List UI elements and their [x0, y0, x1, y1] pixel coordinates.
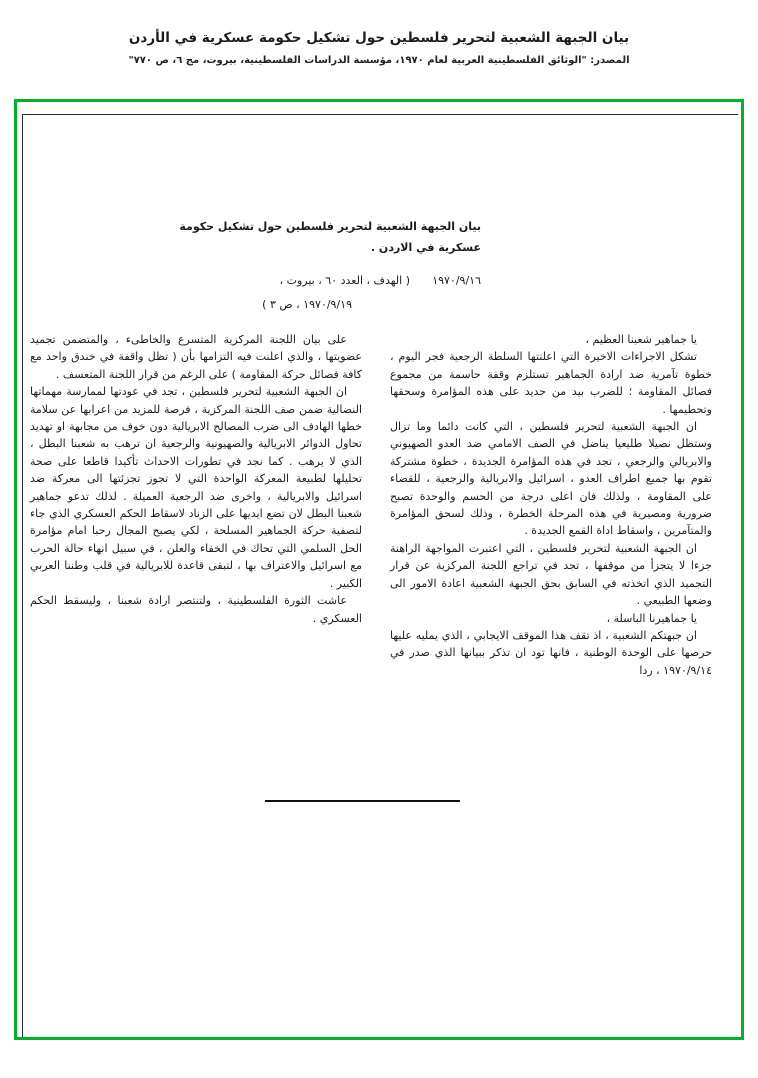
document-reference-line2: ١٩٧٠/٩/١٩ ، ص ٣ ) — [262, 298, 352, 311]
paragraph-salutation: يا جماهيرنا الباسلة ، — [606, 611, 697, 625]
footer-rule — [265, 800, 460, 802]
paragraph: ان الجبهة الشعبية لتحرير فلسطين ، تجد في عودتها لممارسة مهماتها النضالية ضمن صف اللجنة المركزية ، فرصة للمزيد من اعرابها عن سلامة خطها الهادف الى ضرب المصالح الابريالية دون خوف من مجابهة او تهديد تحاول الدوائر الابريالية والصهيونية والرجعية ان ترهب به شعبنا البطل ، الذي لا يرهب . كما نجد في تطورات الاحداث تأكيدا قاطعا على صحة تحليلها لطبيعة المعركة الواحدة التي لا تجوز تجزئتها الى معركة ضد اسرائيل والابريالية ، واخرى ضد الرجعية العميلة . لذلك تدعو جماهير شعبنا البطل لان تضع ايديها على الزناد لاسقاط الحكم العسكري الذي جاء لتصفية حركة الجماهير المسلحة ، لكي يصبح المجال رحبا امام مؤامرة الحل السلمي التي تحاك في الخفاء والعلن ، في سبيل انهاء حالة الحرب مع اسرائيل والاعتراف بها ، لتبقى قاعدة للابريالية في قلب وطننا العربي الكبير . — [30, 385, 362, 590]
paragraph-closing: عاشت الثورة الفلسطينية ، ولتنتصر ارادة شعبنا ، وليسقط الحكم العسكري . — [30, 594, 362, 625]
page-title: بيان الجبهة الشعبية لتحرير فلسطين حول تشكيل حكومة عسكرية في الأردن — [128, 30, 630, 46]
document-frame — [14, 99, 744, 1040]
document-date: ١٩٧٠/٩/١٦ — [432, 274, 481, 287]
document-reference-line1: ( الهدف ، العدد ٦٠ ، بيروت ، — [279, 274, 410, 287]
paragraph: على بيان اللجنة المركزية المتسرع والخاطىء ، والمتضمن تجميد عضويتها ، والذي اعلنت فيه التزامها بأن ( تظل واقفة في خندق واحد مع كافة فصائل حركة المقاومة ) على الرغم من قرار اللجنة المتعسف . — [30, 333, 362, 381]
column-left — [30, 331, 362, 627]
source-line: المصدر: "الوثائق الفلسطينية العربية لعام ١٩٧٠، مؤسسة الدراسات الفلسطينية، بيروت، مج ٦، ص ٧٧٠" — [128, 55, 630, 66]
paragraph: تشكل الاجراءات الاخيرة التي اعلنتها السلطة الرجعية فجر اليوم ، خطوة تآمرية ضد ارادة الجماهير تستلزم وقفة حاسمة من مجموع فصائل المقاومة ؛ للضرب بيد من حديد على هذه المؤامرة وسحقها وتحطيمها . — [390, 350, 712, 416]
document-title — [179, 216, 481, 258]
paragraph: ان جبهتكم الشعبية ، اذ تقف هذا الموقف الايجابي ، الذي يمليه عليها حرصها على الوحدة الوطنية ، فانها تود ان تذكر ببيانها الذي صدر في ١٩٧٠/٩/١٤ ، ردا — [390, 628, 712, 677]
paragraph-salutation: يا جماهير شعبنا العظيم ، — [585, 333, 697, 346]
document-title-line2: عسكرية في الاردن . — [370, 241, 481, 254]
document-title-line1: بيان الجبهة الشعبية لتحرير فلسطين حول تشكيل حكومة — [179, 220, 481, 233]
column-right — [390, 331, 712, 679]
paragraph: ان الجبهة الشعبية لتحرير فلسطين ، التي كانت دائما وما تزال وستظل نصيلا طليعيا يناضل في الصف الامامي ضد العدو الصهيوني والابريالي والرجعي ، تجد في هذه المؤامرة الجديدة ، خطوة مشتركة تقوم بها جميع اطراف العدو ، اسرائيل والابريالية والرجعية ، للقضاء على المقاومة ، ولذلك فان اعلى درجة من الحسم والوحدة تصبح ضرورية ومصيرية في هذه المرحلة الخطرة ، وذلك لسحق المؤامرة والمتآمرين ، واسقاط اداة القمع الجديدة . — [390, 420, 712, 538]
paragraph: ان الجبهة الشعبية لتحرير فلسطين ، التي اعتبرت المواجهة الراهنة جزءا لا يتجزأ من موقفها ، تجد في تراجع اللجنة المركزية عن قرار التجميد الذي اتخذته في السابق بحق الجبهة الشعبية اعادة الامور الى وضعها الطبيعي . — [390, 541, 712, 608]
page-header — [0, 0, 758, 66]
